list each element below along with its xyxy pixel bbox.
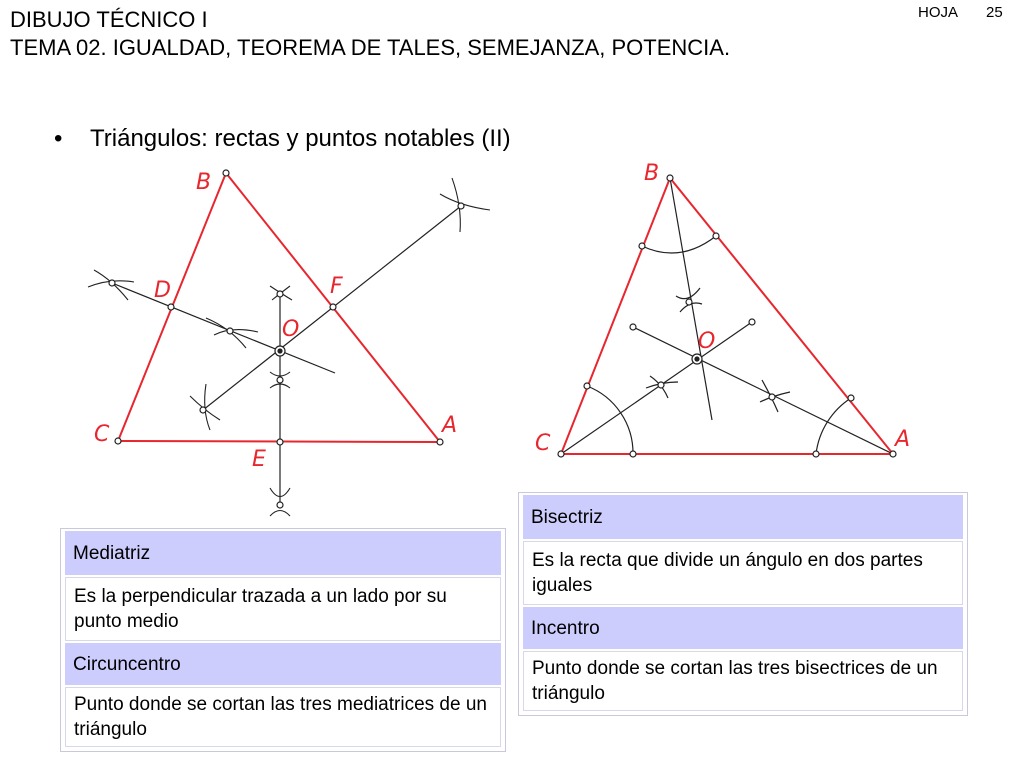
definition-circuncentro: Punto donde se cortan las tres mediatrices de un triángulo	[65, 687, 501, 747]
triangle-abc-left	[118, 173, 440, 442]
point-label-e: E	[252, 447, 266, 472]
vertex-label-a: A	[895, 427, 911, 452]
bisector-from-b	[670, 178, 712, 420]
course-title: DIBUJO TÉCNICO I	[10, 7, 208, 32]
bullet-icon: •	[54, 125, 63, 152]
topic-title: TEMA 02. IGUALDAD, TEOREMA DE TALES, SEMEJANZA, POTENCIA.	[10, 35, 731, 60]
perpendicular-bisector-cb	[112, 283, 335, 373]
term-incentro: Incentro	[523, 607, 963, 649]
vertex-label-b: B	[644, 161, 660, 186]
sheet-label: HOJA	[918, 4, 959, 21]
right-points	[558, 175, 896, 457]
left-construction-lines	[112, 206, 461, 505]
vertex-label-a: A	[442, 413, 458, 438]
circumcenter-label-o: O	[282, 317, 300, 342]
term-mediatriz: Mediatriz	[65, 531, 501, 575]
left-arc-marks	[88, 178, 490, 516]
incenter-label-o: O	[698, 329, 716, 354]
vertex-label-b: B	[196, 170, 212, 195]
left-figure	[88, 170, 490, 516]
term-bisectriz: Bisectriz	[523, 495, 963, 539]
mediatrix-definition-table	[60, 528, 506, 752]
bisector-definition-table	[518, 492, 968, 716]
bisector-from-a	[633, 327, 893, 454]
right-figure	[535, 161, 910, 457]
vertex-label-c: C	[535, 431, 551, 456]
point-label-f: F	[330, 274, 343, 299]
right-bisector-lines	[561, 178, 893, 454]
definition-bisectriz: Es la recta que divide un ángulo en dos partes iguales	[523, 541, 963, 605]
term-circuncentro: Circuncentro	[65, 643, 501, 685]
section-title: Triángulos: rectas y puntos notables (II)	[90, 125, 511, 152]
triangle-abc-right	[561, 178, 893, 454]
definition-mediatriz: Es la perpendicular trazada a un lado por su punto medio	[65, 577, 501, 641]
definition-incentro: Punto donde se cortan las tres bisectrices de un triángulo	[523, 651, 963, 711]
sheet-number: 25	[986, 4, 1003, 21]
vertex-label-c: C	[94, 422, 110, 447]
point-label-d: D	[154, 278, 171, 303]
